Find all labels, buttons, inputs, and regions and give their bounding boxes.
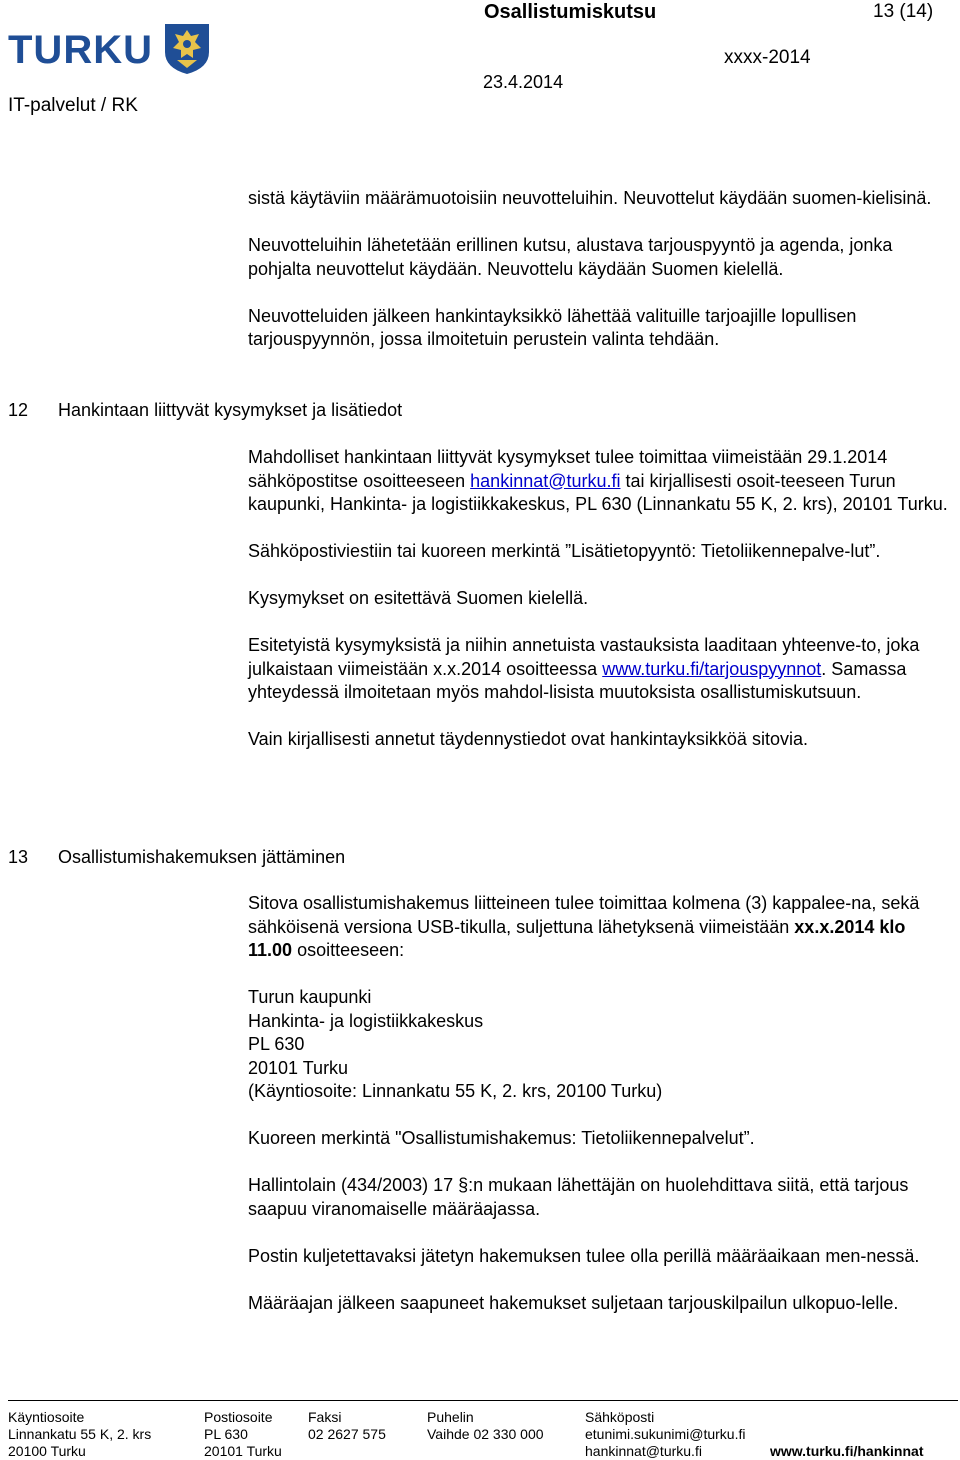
address-block: Turun kaupunki Hankinta- ja logistiikkakeskus PL 630 20101 Turku (Käyntiosoite: Linnankatu 55 K, 2. krs, 20100 Turku)	[248, 987, 663, 1101]
document-reference: xxxx-2014	[724, 47, 811, 68]
page-number: 13 (14)	[873, 1, 934, 22]
paragraph: Neuvotteluiden jälkeen hankintayksikkö lähettää valituille tarjoajille lopullisen tarjouspyynnön, jossa ilmoitetuin perustein valinta tehdään.	[248, 305, 857, 349]
email-link[interactable]: hankinnat@turku.fi	[470, 470, 621, 491]
document-date: 23.4.2014	[483, 72, 564, 92]
footer-website[interactable]: www.turku.fi/hankinnat	[770, 1443, 924, 1459]
section-number: 13	[8, 847, 29, 867]
paragraph: Kuoreen merkintä "Osallistumishakemus: Tietoliikennepalvelut”.	[248, 1128, 755, 1148]
paragraph: Neuvotteluihin lähetetään erillinen kutsu, alustava tarjouspyyntö ja agenda, jonka pohjalta neuvottelut käydään. Neuvottelu käydään Suomen kielellä.	[248, 235, 893, 279]
section-number: 12	[8, 400, 29, 420]
section-title: Hankintaan liittyvät kysymykset ja lisätiedot	[58, 400, 403, 420]
coat-of-arms-icon	[163, 22, 211, 76]
section-13-body	[248, 892, 948, 1339]
paragraph: Määräajan jälkeen saapuneet hakemukset suljetaan tarjouskilpailun ulkopuo-lelle.	[248, 1292, 899, 1313]
intro-paragraphs	[248, 187, 948, 375]
paragraph: Vain kirjallisesti annetut täydennystiedot ovat hankintayksikköä sitovia.	[248, 729, 808, 749]
paragraph: Esitetyistä kysymyksistä ja niihin annetuista vastauksista laaditaan yhteenve-to, joka julkaistaan viimeistään x.x.2014 osoitteessa www.turku.fi/tarjouspyynnot. Samassa yhteydessä ilmoitetaan myös mahdol-lisista muutoksista osallistumiskutsuun.	[248, 635, 920, 702]
section-13-heading	[8, 845, 345, 869]
department: IT-palvelut / RK	[8, 95, 138, 116]
section-12-heading	[8, 398, 402, 422]
paragraph: Hallintolain (434/2003) 17 §:n mukaan lähettäjän on huolehdittava siitä, että tarjous saapuu viranomaiselle määräajassa.	[248, 1175, 909, 1219]
footer-email: Sähköposti etunimi.sukunimi@turku.fi hankinnat@turku.fi	[585, 1409, 746, 1459]
page-footer	[8, 1400, 958, 1459]
section-title: Osallistumishakemuksen jättäminen	[58, 847, 346, 867]
paragraph: Kysymykset on esitettävä Suomen kielellä.	[248, 588, 589, 608]
paragraph: Sitova osallistumishakemus liitteineen tulee toimittaa kolmena (3) kappalee-na, sekä sähköisenä versiona USB-tikulla, suljettuna lähetyksenä viimeistään xx.x.2014 klo 11.00 osoitteeseen:	[248, 893, 920, 960]
paragraph: Sähköpostiviestiin tai kuoreen merkintä ”Lisätietopyyntö: Tietoliikennepalve-lut”.	[248, 541, 881, 561]
footer-visit-address: Käyntiosoite Linnankatu 55 K, 2. krs 20100 Turku	[8, 1409, 152, 1459]
paragraph: Mahdolliset hankintaan liittyvät kysymykset tulee toimittaa viimeistään 29.1.2014 sähköpostitse osoitteeseen hankinnat@turku.fi tai kirjallisesti osoit-teeseen Turun kaupunki, Hankinta- ja logistiikkakeskus, PL 630 (Linnankatu 55 K, 2. krs), 20101 Turku.	[248, 447, 948, 514]
turku-logo	[8, 22, 208, 78]
document-title: Osallistumiskutsu	[484, 1, 657, 23]
paragraph: sistä käytäviin määrämuotoisiin neuvotteluihin. Neuvottelut käydään suomen-kielisinä.	[248, 188, 932, 208]
footer-fax: Faksi 02 2627 575	[308, 1409, 386, 1442]
logo-text: TURKU	[8, 28, 153, 72]
footer-phone: Puhelin Vaihde 02 330 000	[427, 1409, 544, 1442]
footer-postal-address: Postiosoite PL 630 20101 Turku	[204, 1409, 282, 1459]
tender-link[interactable]: www.turku.fi/tarjouspyynnot	[602, 658, 822, 679]
paragraph: Postin kuljetettavaksi jätetyn hakemuksen tulee olla perillä määräaikaan men-nessä.	[248, 1245, 920, 1266]
section-12-body	[248, 446, 948, 775]
